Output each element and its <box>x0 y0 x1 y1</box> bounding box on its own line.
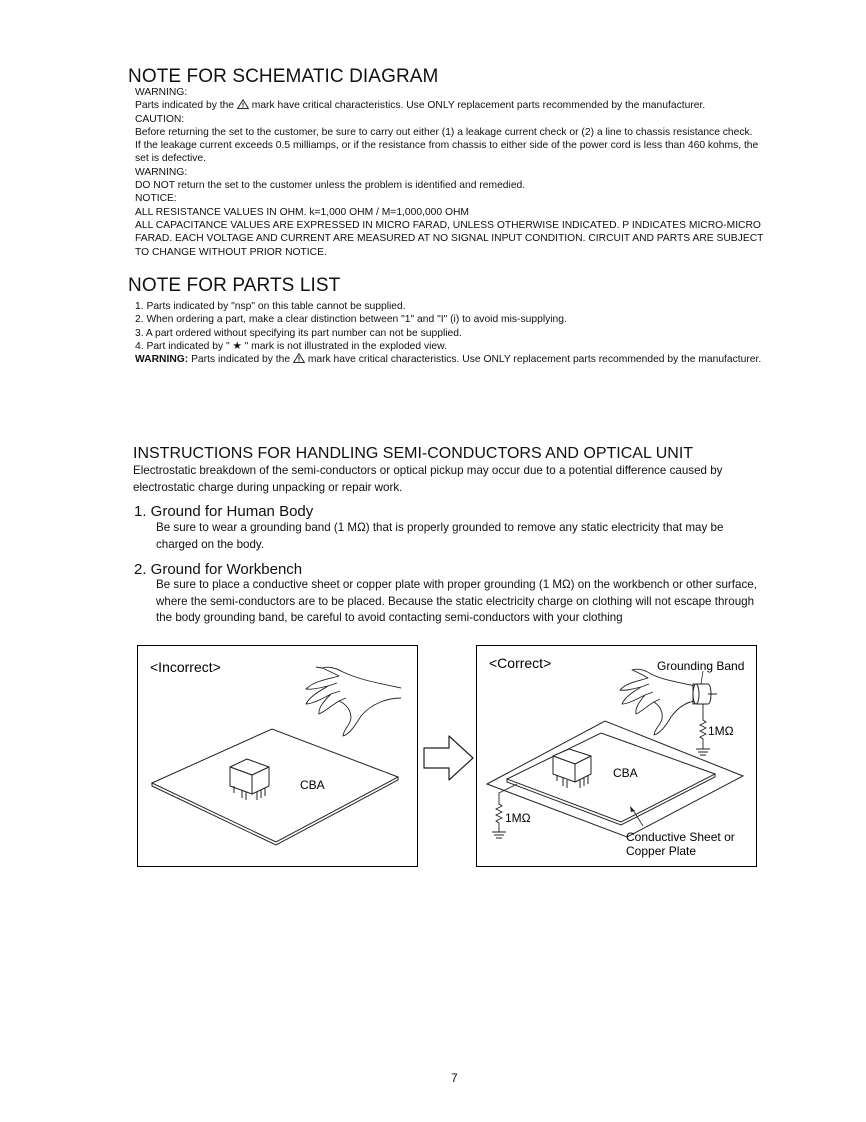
step2-line-3: the body grounding band, be careful to avoid contacting semi-conductors with your clothing <box>156 611 623 624</box>
caution-line-3: set is defective. <box>135 153 206 165</box>
parts-warning-post: mark have critical characteristics. Use ONLY replacement parts recommended by the manufacturer. <box>304 354 762 366</box>
intro-line-1: Electrostatic breakdown of the semi-conductors or optical pickup may occur due to a potential difference caused by <box>133 464 723 477</box>
caution-line-2: If the leakage current exceeds 0.5 milliamps, or if the resistance from chassis to either side of the power cord is less than 460 kohms, the <box>135 140 759 152</box>
step1-body <box>156 520 723 553</box>
warning-text-pre: Parts indicated by the <box>135 100 237 112</box>
correct-panel <box>476 645 757 867</box>
step2-title: 2. Ground for Workbench <box>134 561 303 578</box>
parts-warning-label: WARNING: <box>135 354 189 366</box>
hand-icon <box>306 667 401 736</box>
step1-line-1: Be sure to wear a grounding band (1 MΩ) that is properly grounded to remove any static electricity that may be <box>156 521 724 534</box>
hand-resistor-label: 1MΩ <box>708 724 734 738</box>
ic-chip-icon <box>553 749 591 788</box>
parts-item-3: 3. A part ordered without specifying its part number can not be supplied. <box>135 327 462 339</box>
warning-text-post: mark have critical characteristics. Use ONLY replacement parts recommended by the manufacturer. <box>248 100 706 112</box>
cba-board <box>507 733 715 822</box>
caution-triangle-icon <box>237 99 249 109</box>
intro-line-2: electrostatic charge during unpacking or repair work. <box>133 480 403 494</box>
parts-item-2: 2. When ordering a part, make a clear distinction between "1" and "I" (i) to avoid mis-supplying. <box>135 314 567 326</box>
correct-label: <Correct> <box>489 655 552 671</box>
hand-icon <box>620 669 695 735</box>
step2-line-1: Be sure to place a conductive sheet or copper plate with proper grounding (1 MΩ) on the workbench or other surface, <box>156 578 757 591</box>
notice-line-1: ALL RESISTANCE VALUES IN OHM. k=1,000 OHM / M=1,000,000 OHM <box>135 206 470 218</box>
warning-line <box>135 99 763 112</box>
step2-line-2: where the semi-conductors are to be placed. Because the static electricity charge on clothing will not escape through <box>156 594 755 608</box>
parts-item-1: 1. Parts indicated by "nsp" on this table cannot be supplied. <box>135 301 406 312</box>
incorrect-illustration <box>138 646 417 866</box>
notice-line-4: TO CHANGE WITHOUT PRIOR NOTICE. <box>135 246 327 258</box>
step2-body <box>156 577 757 627</box>
grounding-band-label: Grounding Band <box>657 659 745 673</box>
arrow-right-icon <box>422 734 476 782</box>
incorrect-panel <box>137 645 418 867</box>
star-icon: ★ <box>232 340 242 352</box>
incorrect-label: <Incorrect> <box>150 659 221 675</box>
parts-list-title: NOTE FOR PARTS LIST <box>128 275 341 296</box>
instructions-title: INSTRUCTIONS FOR HANDLING SEMI-CONDUCTORS AND OPTICAL UNIT <box>133 445 694 462</box>
correct-cba-label: CBA <box>613 766 638 780</box>
warning2-label: WARNING: <box>135 166 188 178</box>
parts-list-notes <box>135 300 761 366</box>
notice-line-2: ALL CAPACITANCE VALUES ARE EXPRESSED IN MICRO FARAD, UNLESS OTHERWISE INDICATED. P INDICATES MICRO-MICRO <box>135 219 761 231</box>
parts-item-4-post: " mark is not illustrated in the exploded view. <box>241 340 447 352</box>
notice-line-3: FARAD. EACH VOLTAGE AND CURRENT ARE MEASURED AT NO SIGNAL INPUT CONDITION. CIRCUIT AND PARTS ARE SUBJECT <box>135 233 764 245</box>
caution-line-1: Before returning the set to the customer, be sure to carry out either (1) a leakage current check or (2) a line to chassis resistance check. <box>135 126 753 138</box>
page-number: 7 <box>451 1071 458 1085</box>
sheet-resistor-label: 1MΩ <box>505 811 531 825</box>
warning2-text: DO NOT return the set to the customer unless the problem is identified and remedied. <box>135 180 526 192</box>
parts-warning <box>135 353 761 366</box>
parts-item-4 <box>135 340 761 353</box>
incorrect-cba-label: CBA <box>300 778 325 792</box>
sheet-label-line-2: Copper Plate <box>626 844 697 858</box>
step1-line-2: charged on the body. <box>156 537 265 551</box>
caution-label: CAUTION: <box>135 113 185 125</box>
cba-board <box>152 729 398 842</box>
parts-warning-pre: Parts indicated by the <box>188 354 293 366</box>
schematic-title: NOTE FOR SCHEMATIC DIAGRAM <box>128 66 439 87</box>
step1-title: 1. Ground for Human Body <box>134 503 314 520</box>
instructions-intro <box>133 463 722 496</box>
caution-triangle-icon <box>293 353 305 363</box>
parts-item-4-pre: 4. Part indicated by " <box>135 340 233 352</box>
warning-label: WARNING: <box>135 87 188 98</box>
schematic-notes <box>135 86 763 259</box>
correct-illustration <box>477 646 756 866</box>
notice-label: NOTICE: <box>135 193 177 205</box>
ic-chip-icon <box>230 759 269 800</box>
sheet-label-line-1: Conductive Sheet or <box>626 830 735 844</box>
